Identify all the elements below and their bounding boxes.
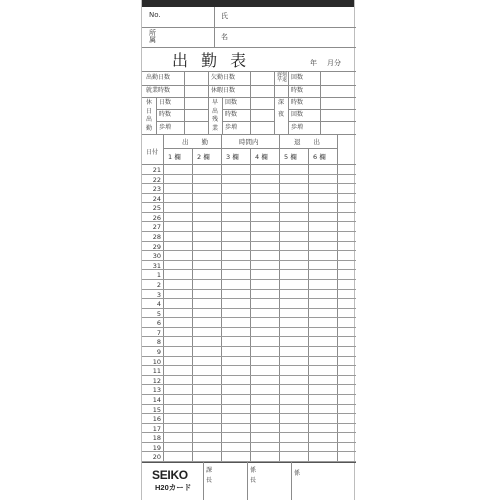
table-row [142, 203, 356, 213]
day-label: 20 [152, 453, 161, 462]
table-row [142, 175, 356, 185]
shozoku-label: 所 属 [149, 29, 156, 45]
table-row [142, 270, 356, 280]
day-label: 27 [152, 223, 161, 232]
day-label: 24 [152, 194, 161, 203]
shukkin-nissu-label: 出勤日数 [146, 74, 171, 81]
day-label: 17 [152, 424, 161, 433]
kyujitsu-side-3: 出 [146, 116, 153, 123]
chikoku-side-label: 遅刻早退 [277, 72, 288, 84]
table-row [142, 376, 356, 386]
header-bottom-line [142, 47, 356, 48]
table-row [142, 213, 356, 223]
day-label: 22 [152, 175, 161, 184]
day-label: 21 [152, 166, 161, 174]
table-row [142, 452, 356, 462]
date-header: 日付 [146, 149, 159, 156]
month-label: 月分 [327, 59, 341, 67]
day-label: 26 [152, 213, 161, 222]
shinya-side-2: 夜 [278, 111, 285, 118]
column-header-4: 4 欄 [255, 153, 268, 161]
summary-line-4b [222, 121, 274, 122]
no-label: No. [149, 11, 161, 19]
zangyo-buzou-label: 歩増 [225, 124, 238, 131]
summary-line-3b [222, 109, 274, 110]
table-row [142, 222, 356, 232]
summary-side-div-2 [222, 97, 223, 134]
card-footer [142, 462, 356, 500]
day-label: 29 [152, 242, 161, 251]
card-top-bar [142, 0, 354, 7]
day-label: 9 [156, 348, 161, 357]
table-row [142, 290, 356, 300]
year-label: 年 [310, 59, 317, 67]
day-label: 18 [152, 434, 161, 443]
group-header-taishutsu: 退 出 [294, 138, 320, 146]
summary-val-div-2 [250, 71, 251, 134]
day-label: 11 [152, 367, 161, 376]
summary-val-div-1 [184, 71, 185, 134]
table-row [142, 318, 356, 328]
time-card [141, 0, 355, 500]
day-label: 31 [152, 261, 161, 270]
day-label: 4 [156, 300, 161, 309]
chikoku-kaisu-label: 回数 [291, 74, 304, 81]
summary-top-line [142, 71, 356, 72]
column-header-2: 2 欄 [197, 153, 210, 161]
zangyo-side-3: 残 [212, 116, 219, 123]
stamp-div-3 [291, 462, 292, 500]
header-divider [142, 27, 356, 28]
summary-line-3c [288, 109, 356, 110]
day-label: 23 [152, 185, 161, 194]
kyuka-nissu-label: 休暇日数 [211, 87, 236, 94]
summary-line-4a [156, 121, 208, 122]
table-row [142, 280, 356, 290]
day-label: 8 [156, 338, 161, 347]
brand-logo: SEIKO [152, 468, 188, 482]
summary-col-div-1 [208, 71, 209, 134]
summary-line-3a [156, 109, 208, 110]
summary-line-2 [142, 97, 356, 98]
day-label: 2 [156, 280, 161, 289]
kekkin-nissu-label: 欠勤日数 [211, 74, 236, 81]
table-row [142, 251, 356, 261]
shinya-jisu-label: 時数 [291, 99, 304, 106]
kyujitsu-side-2: 日 [146, 108, 153, 115]
zangyo-jisu-label: 時数 [225, 111, 238, 118]
column-header-6: 6 欄 [313, 153, 326, 161]
day-label: 25 [152, 204, 161, 213]
stamp-div-2 [247, 462, 248, 500]
zangyo-side-2: 出 [212, 108, 219, 115]
day-label: 7 [156, 328, 161, 337]
zangyo-kaisu-label: 回数 [225, 99, 238, 106]
shugyo-jisu-label: 就業時数 [146, 87, 171, 94]
stamp-div-1 [203, 462, 204, 500]
column-header-3: 3 欄 [226, 153, 239, 161]
table-row [142, 414, 356, 424]
table-row [142, 405, 356, 415]
table-row [142, 242, 356, 252]
shinya-side-1: 深 [278, 99, 285, 106]
day-label: 6 [156, 319, 161, 328]
column-header-1: 1 欄 [168, 153, 181, 161]
day-label: 1 [156, 271, 161, 280]
header-vertical-divider [214, 7, 215, 47]
table-row [142, 337, 356, 347]
kyujitsu-side-1: 休 [146, 99, 153, 106]
summary-col-div-2 [274, 71, 275, 134]
kyujitsu-side-4: 勤 [146, 125, 153, 132]
kyujitsu-nissu-label: 日数 [159, 99, 172, 106]
table-row [142, 366, 356, 376]
summary-side-div-1 [156, 97, 157, 134]
table-row [142, 328, 356, 338]
day-label: 14 [152, 395, 161, 404]
stamp-label-kacho: 課 長 [206, 467, 213, 484]
table-row [142, 385, 356, 395]
shinya-kaisu-label: 回数 [291, 111, 304, 118]
group-header-jikannai: 時間内 [239, 138, 259, 146]
table-row [142, 443, 356, 453]
summary-val-div-3 [320, 71, 321, 134]
kyujitsu-jisu-label: 時数 [159, 111, 172, 118]
chikoku-jisu-label: 時数 [291, 87, 304, 94]
kyujitsu-buzou-label: 歩増 [159, 124, 172, 131]
day-label: 28 [152, 233, 161, 242]
group-header-shukkin: 出 勤 [182, 138, 208, 146]
table-row [142, 433, 356, 443]
day-label: 3 [156, 290, 161, 299]
shinya-buzou-label: 歩増 [291, 124, 304, 131]
table-row [142, 424, 356, 434]
day-label: 12 [152, 376, 161, 385]
day-label: 15 [152, 405, 161, 414]
summary-side-div-3 [288, 71, 289, 134]
card-model-label: H20カード [155, 483, 192, 492]
table-row [142, 194, 356, 204]
day-label: 19 [152, 443, 161, 452]
table-row [142, 395, 356, 405]
table-row [142, 232, 356, 242]
card-title: 出 勤 表 [172, 51, 251, 70]
table-row [142, 309, 356, 319]
mei-label: 名 [221, 33, 228, 41]
zangyo-side-1: 早 [212, 99, 219, 106]
day-label: 10 [152, 357, 161, 366]
table-row [142, 261, 356, 271]
summary-line-1 [142, 85, 356, 86]
day-label: 5 [156, 309, 161, 318]
table-row [142, 165, 356, 175]
day-label: 30 [152, 252, 161, 261]
summary-bottom-line [142, 134, 356, 135]
day-label: 13 [152, 386, 161, 395]
stamp-label-kakari: 係 [294, 470, 301, 477]
shi-label: 氏 [221, 12, 228, 20]
table-row [142, 299, 356, 309]
table-row [142, 347, 356, 357]
zangyo-side-4: 業 [212, 125, 219, 132]
summary-line-4c [288, 121, 356, 122]
day-label: 16 [152, 415, 161, 424]
table-row [142, 357, 356, 367]
table-row [142, 184, 356, 194]
stamp-label-kakaricho: 係 長 [250, 467, 257, 484]
column-header-5: 5 欄 [284, 153, 297, 161]
